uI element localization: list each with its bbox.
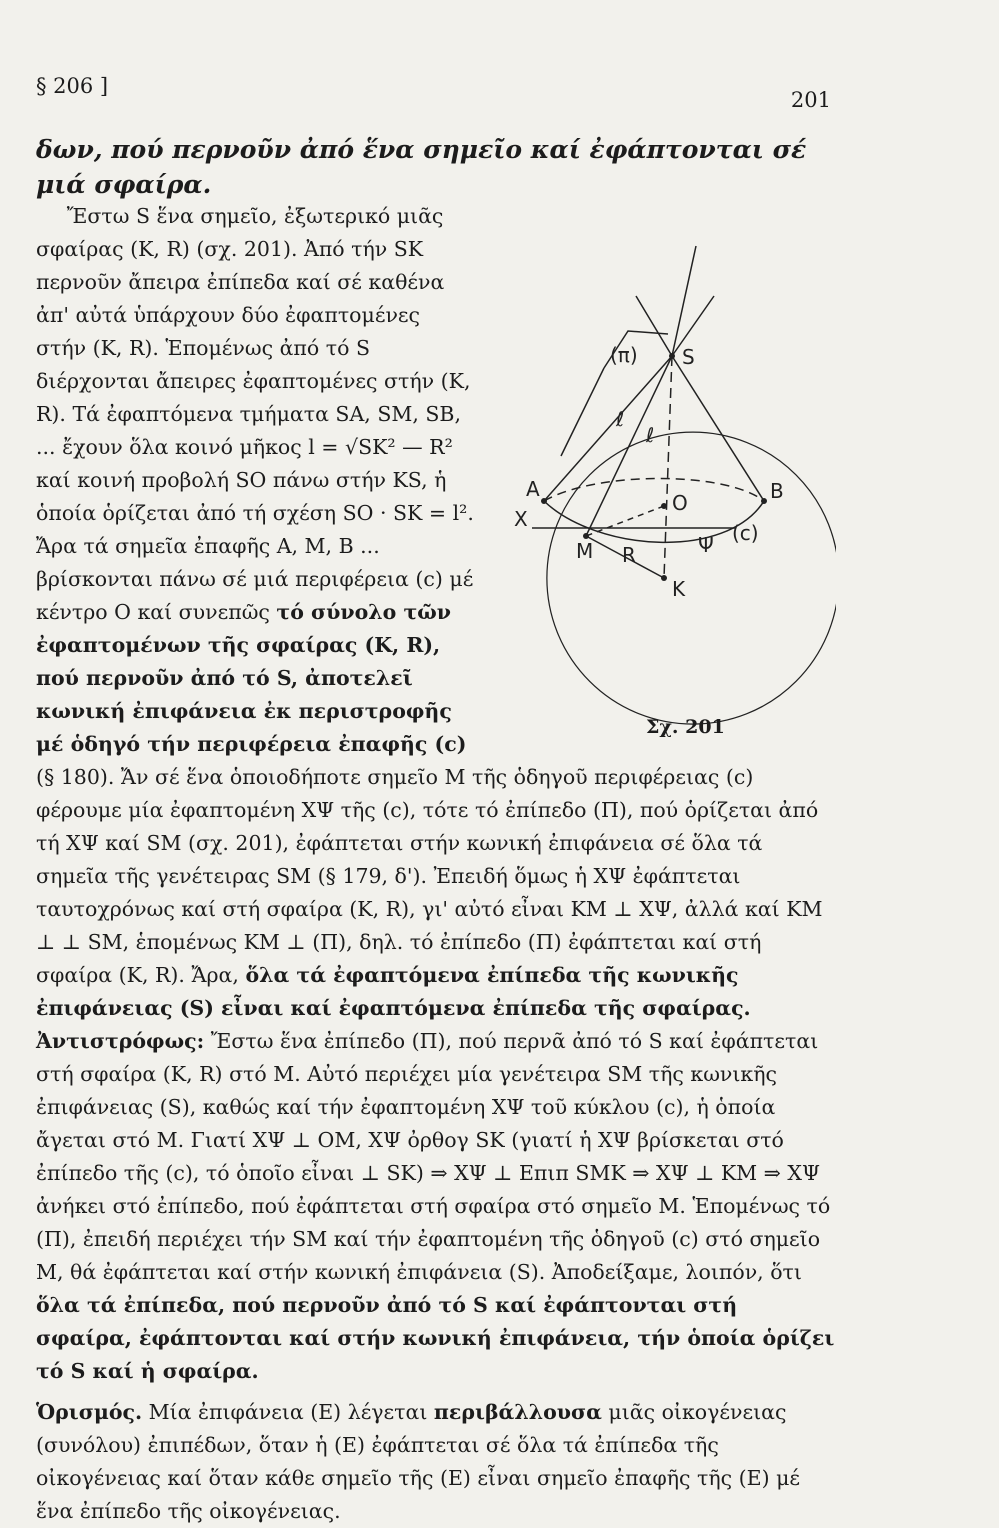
label-M: M — [576, 539, 594, 563]
definition-term: περιβάλλουσα — [433, 1400, 602, 1424]
point-K — [661, 575, 667, 581]
generator-SM — [586, 356, 672, 536]
definition-text-1: Μία ἐπιφάνεια (E) λέγεται — [142, 1400, 434, 1424]
paragraph-text-2: (§ 180). Ἄν σέ ἕνα ὁποιοδήποτε σημεῖο M τῆς ὁδηγοῦ περιφέρειας (c) φέρουμε μία ἐφαπτομένη XΨ τῆς (c), τότε τό ἐπίπεδο (Π), πού ὁρίζεται ἀπό τή XΨ καί SM (σχ. 201), ἐφάπτεται στήν κωνική ἐπιφάνεια σέ ὅλα τά σημεῖα τῆς γενέτειρας SM (§ 179, δ'). Ἐπειδή ὅμως ἡ XΨ ἐφάπτεται ταυτοχρόνως καί στή σφαίρα (K, R), γι' αὐτό εἶναι KM ⊥ XΨ, ἀλλά καί KM ⊥ ⊥ SM, ἑπομένως KM ⊥ (Π), δηλ. τό ἐπίπεδο (Π) ἐφάπτεται καί στή σφαίρα (K, R). Ἄρα, — [36, 765, 823, 987]
paragraph-text-3: Ἔστω ἕνα ἐπίπεδο (Π), πού περνᾶ ἀπό τό S καί ἐφάπτεται στή σφαίρα (K, R) στό M. Αὐτό περιέχει μία γενέτειρα SM τῆς κωνικῆς ἐπιφάνειας (S), καθώς καί τήν ἐφαπτομένη XΨ τοῦ κύκλου (c), ἡ ὁποία ἄγεται στό M. Γιατί XΨ ⊥ OM, XΨ ὀρθογ SK (γιατί ἡ XΨ βρίσκεται στό ἐπίπεδο τῆς (c), τό ὁποῖο εἶναι ⊥ SK) ⇒ XΨ ⊥ Επιπ SMK ⇒ XΨ ⊥ KM ⇒ XΨ ἀνήκει στό ἐπίπεδο, πού ἐφάπτεται στή σφαίρα στό σημεῖο M. Ἑπομένως τό (Π), ἐπειδή περιέχει τήν SM καί τήν ἐφαπτομένη τῆς ὁδηγοῦ (c) στό σημεῖο M, θά ἐφάπτεται καί στήν κωνική ἐπιφάνεια (S). Ἀποδείξαμε, λοιπόν, ὅτι — [36, 1029, 831, 1284]
label-c: (c) — [732, 521, 759, 545]
definition-paragraph — [36, 1396, 836, 1528]
point-B — [761, 498, 767, 504]
circle-c-front — [544, 501, 764, 542]
label-X: X — [514, 507, 528, 531]
label-O: O — [672, 491, 688, 515]
figure-caption: Σχ. 201 — [646, 716, 725, 738]
section-title: δων, πού περνοῦν ἀπό ἕνα σημεῖο καί ἐφάπτονται σέ μιά σφαίρα. — [36, 135, 807, 199]
line-extension-1 — [636, 296, 672, 356]
label-A: A — [526, 477, 540, 501]
paragraph-bold-1: τό σύνολο τῶν ἐφαπτομένων τῆς σφαίρας (K, R), πού περνοῦν ἀπό τό S, ἀποτελεῖ κωνική ἐπιφάνεια ἐκ περιστροφῆς μέ ὁδηγό τήν περιφέρεια ἐπαφῆς (c) — [36, 600, 467, 756]
label-pi: (π) — [610, 343, 638, 367]
page-number: 201 — [790, 88, 831, 112]
page-header — [36, 74, 831, 114]
label-psi: Ψ — [698, 533, 714, 557]
generator-SB — [672, 356, 764, 501]
cone-sphere-diagram — [486, 206, 836, 746]
label-B: B — [770, 479, 784, 503]
axis-OK — [664, 356, 672, 578]
paragraph-bold-3: ὅλα τά ἐπίπεδα, πού περνοῦν ἀπό τό S καί ἐφάπτονται στή σφαίρα, ἐφάπτονται καί στήν κωνική ἐπιφάνεια, τήν ὁποία ὁρίζει τό S καί ἡ σφαίρα. — [36, 1293, 835, 1383]
label-K: K — [672, 577, 686, 601]
paragraph-text-1: Ἔστω S ἕνα σημεῖο, ἐξωτερικό μιᾶς σφαίρας (K, R) (σχ. 201). Ἀπό τήν SK περνοῦν ἄπειρα ἐπίπεδα καί σέ καθένα ἀπ' αὐτά ὑπάρχουν δύο ἐφαπτομένες στήν (K, R). Ἑπομένως ἀπό τό S διέρχονται ἄπειρες ἐφαπτομένες στήν (K, R). Τά ἐφαπτόμενα τμήματα SA, SM, SB, ... ἔχουν ὅλα κοινό μῆκος l = √SK² — R² καί κοινή προβολή SO πάνω στήν KS, ἡ ὁποία ὁρίζεται ἀπό τή σχέση SO · SK = l². Ἄρα τά σημεῖα ἐπαφῆς A, M, B ... βρίσκονται πάνω σέ μιά περιφέρεια (c) μέ κέντρο O καί συνεπῶς — [36, 204, 474, 624]
point-A — [541, 498, 547, 504]
plane-pi-edge — [561, 368, 604, 456]
sphere-outline — [547, 432, 836, 724]
figure-201 — [486, 206, 836, 746]
paragraph-bold-2: ὅλα τά ἐφαπτόμενα ἐπίπεδα τῆς κωνικῆς ἐπιφάνειας (S) εἶναι καί ἐφαπτόμενα ἐπίπεδα τῆς σφαίρας. Ἀντιστρόφως: — [36, 963, 751, 1053]
label-R: R — [622, 543, 636, 567]
point-S — [669, 353, 675, 359]
label-ell-1: ℓ — [616, 407, 625, 431]
point-O — [661, 503, 667, 509]
label-ell-2: ℓ — [646, 423, 655, 447]
definition-label: Ὁρισμός. — [36, 1400, 143, 1424]
section-number: § 206 ] — [36, 74, 109, 98]
label-S: S — [682, 345, 695, 369]
body-text — [36, 200, 836, 1528]
definition-text-2: μιᾶς οἰκογένειας (συνόλου) ἐπιπέδων, ὅταν ἡ (E) ἐφάπτεται σέ ὅλα τά ἐπίπεδα τῆς οἰκογένειας καί ὅταν κάθε σημεῖο τῆς (E) εἶναι σημεῖο ἐπαφῆς τῆς (E) μέ ἕνα ἐπίπεδο τῆς οἰκογένειας. — [36, 1400, 801, 1523]
